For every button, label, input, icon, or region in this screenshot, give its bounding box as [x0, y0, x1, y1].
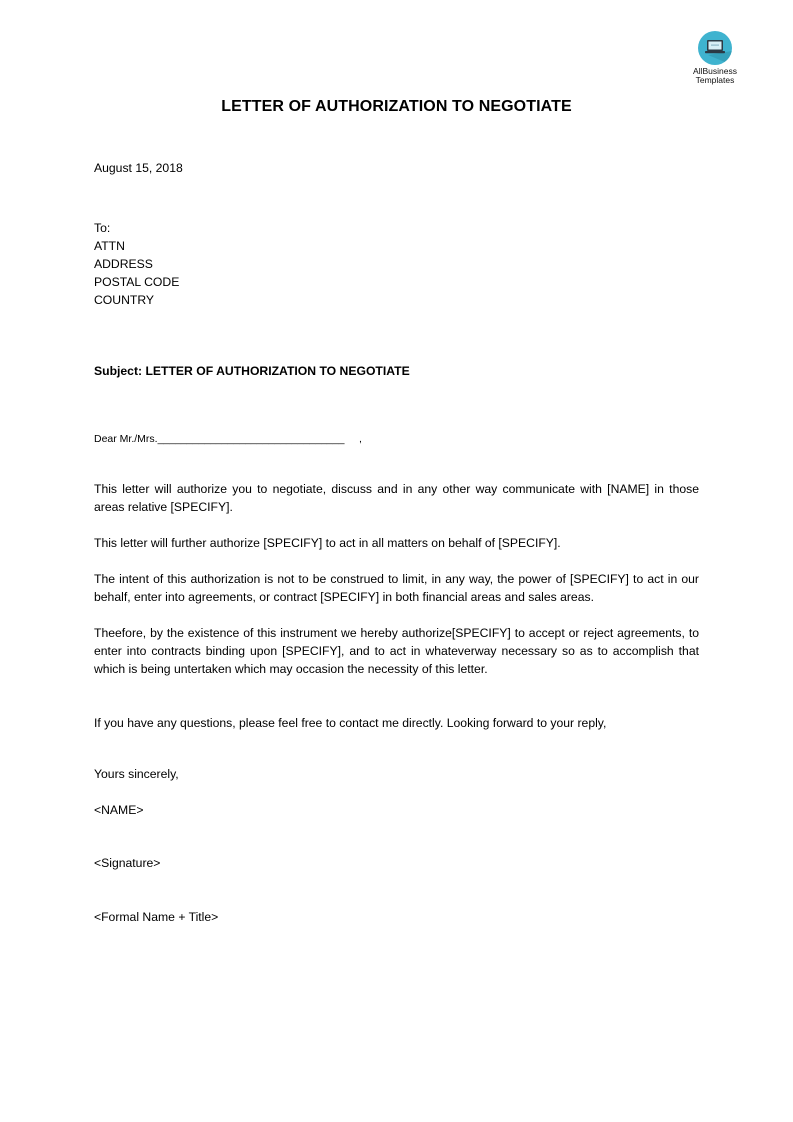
formal-name-placeholder: <Formal Name + Title> [94, 910, 219, 924]
letter-subject: Subject: LETTER OF AUTHORIZATION TO NEGOTIATE [94, 364, 410, 378]
letter-date: August 15, 2018 [94, 161, 183, 175]
letter-closing: Yours sincerely, [94, 767, 179, 781]
recipient-address: ADDRESS [94, 257, 153, 271]
logo-text-line2: Templates [695, 75, 735, 85]
signature-placeholder: <Signature> [94, 856, 161, 870]
body-paragraph-2: This letter will further authorize [SPECIFY] to act in all matters on behalf of [SPECIFY]. [94, 536, 561, 550]
logo-text-line1: AllBusiness [693, 66, 737, 76]
letter-salutation: Dear Mr./Mrs.________________________________ , [94, 433, 362, 445]
document-title: LETTER OF AUTHORIZATION TO NEGOTIATE [221, 98, 572, 115]
body-paragraph-3: The intent of this authorization is not to be construed to limit, in any way, the power of [SPECIFY] to act in our behalf, enter into agreements, or contract [SPECIFY] in both financial areas and sales areas. [94, 572, 699, 604]
logo-text [686, 67, 744, 85]
recipient-attn: ATTN [94, 239, 125, 253]
allbusiness-templates-logo [686, 31, 744, 85]
laptop-icon [698, 31, 732, 65]
body-paragraph-5: If you have any questions, please feel free to contact me directly. Looking forward to your reply, [94, 716, 607, 730]
recipient-to-label: To: [94, 221, 111, 235]
recipient-country: COUNTRY [94, 293, 155, 307]
body-paragraph-1: This letter will authorize you to negotiate, discuss and in any other way communicate with [NAME] in those areas relative [SPECIFY]. [94, 482, 699, 514]
body-paragraph-4: Theefore, by the existence of this instrument we hereby authorize[SPECIFY] to accept or reject agreements, to enter into contracts binding upon [SPECIFY], and to act in whateverway necessary so as to accomplish that which is being untertaken which may occasion the necessity of this letter. [94, 626, 699, 676]
recipient-postal-code: POSTAL CODE [94, 275, 180, 289]
name-placeholder: <NAME> [94, 803, 144, 817]
